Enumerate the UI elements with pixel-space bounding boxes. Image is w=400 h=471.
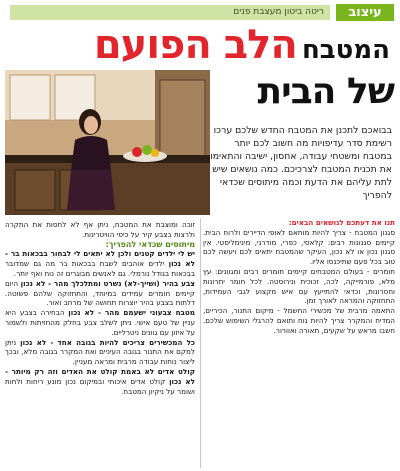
myth-title: מטבח צבעוני ישעמם מהר - לא נכון [68,308,195,318]
myths-subhead: מיתוסים שכדאי להפריך: [105,239,195,249]
right-paragraph: סגנון המטבח - צריך להיות מותאם לאופי הדיירים ולרוח הבית. קיימים סגנונות רבים: קלאסי, כפרי, מודרני, מינימליסטי. אין סגנון נכון או לא נכון, העיקר שהמטבח יתאים לכם ויעשה לכם טוב בכל פעם שתיכנסו אליו. [203,227,395,267]
lead-paragraph [207,124,392,202]
kitchen-photo [5,70,210,215]
myth-item [5,338,195,367]
myth-item [5,308,195,337]
headline-line2: של הבית [257,71,394,112]
headline-red: הלב הפועם [93,22,297,68]
right-paragraph: התאמה מרבית של מכשירי החשמל - מיקום התנור, הכיריים, המדיח והמקרר צריך להיות נוח ותואם להרגלי השימוש שלכם. חשבו מראש על שקעים, תאורה ואוורור. [203,306,395,335]
lead-text: בבואכם לתכנן את המטבח החדש שלכם ערכו רשימת סדר עדיפויות מה חשוב לכם יותר במטבח ומשטחי עבודה, אחסון, ישיבה והתאימו את תכנית המטבח לצרכיכם. כמה נושאים שיש לתת עליהם את הדעת וכמה מיתוסים שכדאי להפריך [210,125,392,201]
left-intro: זוכה ומוצבת את המטבח, ניתן אף לא לחסות את התקרה ולרצות בצבע קיר על כיסי הוויטרינות. [5,220,195,239]
right-column [203,218,395,336]
page-header [0,2,400,22]
myth-title: קולט אדים לא באמת קולט את האדים וזה רק מיותר - לא נכון [5,366,195,386]
myth-item [5,249,195,278]
headline-black: המטבח [301,35,390,65]
myth-item [5,279,195,308]
right-paragraph: חומרים - בעולם המטבחים קיימים חומרים רבים ומגוונים: עץ מלא, פורמייקה, לכה, זכוכית ונירוסטה. לכל חומר יתרונות וחסרונות, וכדאי להתייעץ עם איש מקצוע לגבי העמידות, התחזוקה והמראה לאורך זמן. [203,266,395,306]
left-column [5,220,195,396]
byline: ריטה ביטון מעצבת פנים [10,5,330,20]
myth-body: ילדים אוהבים לשבת בבכאות בר מה גם שמדובר בבכאות בגודל נורמלי. גם לאנשים מבוגרים זה נוח ואף יותר. [5,259,195,278]
myth-title: כל המכשירים צריכים להיות בגובה אחד - לא נכון [20,337,196,347]
myth-title: יש לי ילדים קטנים ולכן לא יתאים לי לבחור בבכאות בר - לא נכון [5,249,195,269]
myth-body: קולט אדים איכותי ובמיקום נכון מונע ריחות ולחות ושומר על ניקיון המטבח. [5,376,195,396]
headline-line1 [4,22,394,70]
myth-item [5,367,195,396]
right-column-subhead: תנו את דעתכם לנושאים הבאים: [288,218,395,227]
category-label: עיצוב [336,4,394,21]
column-divider [200,218,201,468]
myth-body: הבחירה בצבע היא עניין של טעם אישי. ניתן לשלב צבע בחלק מהחזיתות ולשמור על איזון עם גוונים ניטרליים. [5,308,195,337]
myth-title: צבע בהיר (ושייך-לא) נשרט ומתלכלך מהר - לא נכון [20,278,195,288]
kitchen-photo-illustration [5,70,210,215]
myth-body: ניתן למקם את התנור בגובה העיניים ואת המקרר בגובה מלא, ובכך ליצור נוחות עבודה מרבית ומראה מעניין. [5,337,195,367]
myth-body: היום קיימים חומרים עמידים במיוחד, והתחזוקה שלהם פשוטה. דלתות בצבע בהיר יוצרות תחושה של מרחב ואור. [5,278,195,308]
